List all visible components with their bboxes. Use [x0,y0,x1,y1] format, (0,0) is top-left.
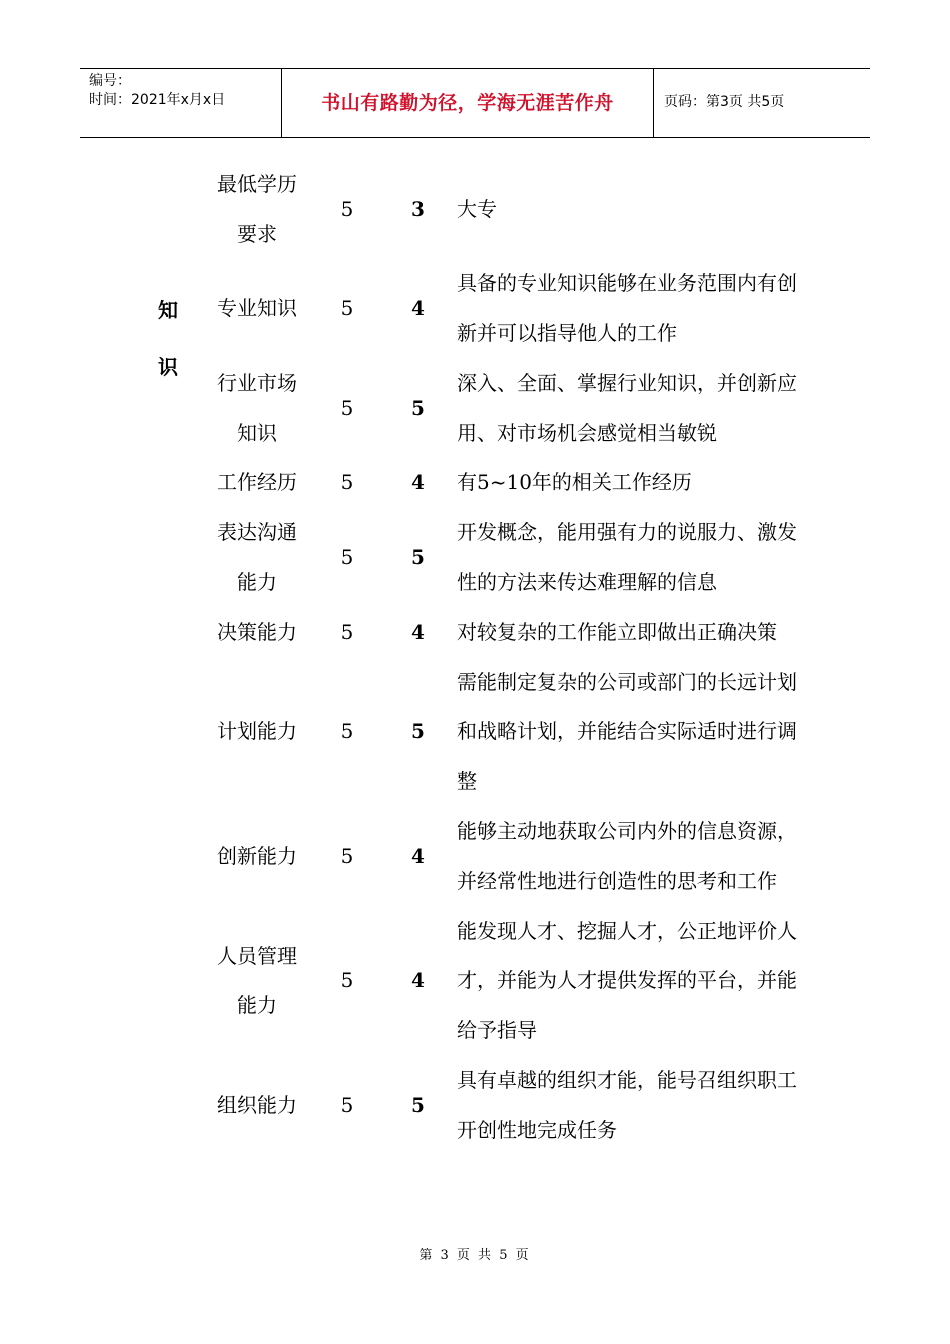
row-standard: 5 [340,844,354,868]
row-name-line: 组织能力 [217,1093,297,1117]
row-standard: 5 [340,396,354,420]
row-desc-line: 大专 [457,197,497,221]
row-standard: 5 [340,470,354,494]
row-name-line: 创新能力 [217,844,297,868]
row-name-line: 专业知识 [217,296,297,320]
row-desc-line: 具有卓越的组织才能，能号召组织职工 [457,1068,797,1092]
row-standard: 5 [340,1093,354,1117]
row-level: 5 [411,1093,425,1117]
row-level: 5 [411,719,425,743]
row-desc-line: 开创性地完成任务 [457,1118,617,1142]
row-desc-line: 性的方法来传达难理解的信息 [457,570,717,594]
row-desc-line: 整 [457,769,477,793]
page-header [80,68,870,138]
row-name-line: 知识 [237,421,277,445]
row-level: 5 [411,396,425,420]
header-page-info: 页码：第3页 共5页 [664,94,785,110]
row-standard: 5 [340,719,354,743]
row-standard: 5 [340,545,354,569]
row-desc-line: 深入、全面、掌握行业知识，并创新应 [457,371,797,395]
row-name-line: 计划能力 [217,719,297,743]
row-desc-line: 能发现人才、挖掘人才，公正地评价人 [457,919,797,943]
row-desc-line: 能够主动地获取公司内外的信息资源， [457,819,797,843]
row-name-line: 能力 [237,570,277,594]
row-desc-line: 才，并能为人才提供发挥的平台，并能 [457,968,797,992]
row-standard: 5 [340,968,354,992]
row-level: 4 [411,470,425,494]
row-desc-line: 并经常性地进行创造性的思考和工作 [457,869,777,893]
row-desc-line: 给予指导 [457,1018,537,1042]
row-desc-line: 开发概念，能用强有力的说服力、激发 [457,520,797,544]
row-level: 3 [411,197,425,221]
row-level: 4 [411,844,425,868]
row-name-line: 要求 [237,222,277,246]
header-meta-cell [80,69,282,137]
row-desc-line: 具备的专业知识能够在业务范围内有创 [457,271,797,295]
header-page-cell [654,69,870,137]
row-desc-line: 需能制定复杂的公司或部门的长远计划 [457,670,797,694]
category-label-char-2: 识 [158,355,178,379]
row-name-line: 能力 [237,993,277,1017]
row-desc-line: 用、对市场机会感觉相当敏锐 [457,421,717,445]
row-level: 5 [411,545,425,569]
row-name-line: 人员管理 [217,944,297,968]
row-standard: 5 [340,296,354,320]
row-desc-line: 新并可以指导他人的工作 [457,321,677,345]
page-footer: 第 3 页 共 5 页 [419,1248,531,1263]
row-name-line: 行业市场 [217,371,297,395]
row-name-line: 表达沟通 [217,520,297,544]
row-name-line: 最低学历 [217,172,297,196]
row-desc-line: 有5~10年的相关工作经历 [457,470,692,494]
row-standard: 5 [340,197,354,221]
row-level: 4 [411,620,425,644]
category-label-char-1: 知 [158,298,178,322]
header-motto-cell [282,69,654,137]
row-name-line: 工作经历 [217,470,297,494]
row-level: 4 [411,968,425,992]
row-desc-line: 对较复杂的工作能立即做出正确决策 [457,620,777,644]
row-standard: 5 [340,620,354,644]
row-name-line: 决策能力 [217,620,297,644]
row-desc-line: 和战略计划，并能结合实际适时进行调 [457,719,797,743]
header-motto: 书山有路勤为径，学海无涯苦作舟 [321,92,614,114]
row-level: 4 [411,296,425,320]
document-time-label: 时间：2021年x月x日 [89,92,226,108]
document-number-label: 编号： [89,73,131,89]
